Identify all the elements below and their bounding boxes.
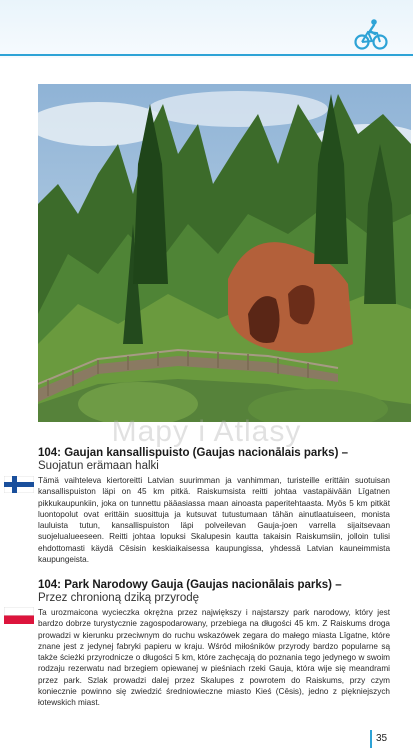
- section-body: Ta urozmaicona wycieczka okrężna przez największy i najstarszy park narodowy, który jest bardzo dobrze turystycznie zagospodarowany, przebiega na długości 45 km. Z Raiskums droga prowadzi w kierunku przeciwnym do ruchu wskazówek zegara do małego miasta Līgatne, które znane jest z jedynej fabryki papieru w kraju. Wśród miłośników przyrody bardzo popularne są także ścieżki przyrodnicze o długości 5 km, które zachęcają do poznania tego jedynego w swoim rodzaju rezerwatu nad brzegiem opiewanej w pieśniach rzeki Gauja, która wije się meandrami przez park. Szlak prowadzi dalej przez Skalupes z powrotem do Raiskums, przy czym koniecznie powinno się zwiedzić średniowieczne miasto Kieś (Cēsis), jedno z piękniejszych łotewskich miast.: [38, 608, 390, 708]
- section-finnish: [38, 447, 390, 565]
- poland-flag-icon: [4, 607, 34, 624]
- header-rule: [0, 54, 413, 56]
- page-number-bar: [370, 730, 372, 748]
- gauja-park-photo: [38, 84, 411, 422]
- section-title: 104: Gaujan kansallispuisto (Gaujas nacionālais parks) –: [38, 447, 348, 459]
- section-subtitle: Przez chronioną dziką przyrodę: [38, 592, 200, 604]
- finland-flag-icon: [4, 476, 34, 493]
- section-body: Tämä vaihteleva kiertoreitti Latvian suurimman ja vanhimman, turisteille erittäin suotuisan kansallispuiston läpi on 45 km pitkä. Raiskumsista reitti johtaa vastapäivään Līgatnen pikkukaupunkiin, joka on tunnettu pääasiassa maan ainoasta paperitehtaasta. Myös 5 km pitkät luontopolut ovat erittäin suosittuja ja kutsuvat tutustumaan tähän ainutlaatuiseen, monista lauluista tutun, kansallispuiston läpi polveilevan Gauja-joen varrella sijaitsevaan suojelualueeseen. Reitti johtaa lopuksi Skalupesin kautta takaisin Raiskumsiin, jolloin tulisi ehdottomasti käydä Cēsisin keskiaikaisessa kaupungissa, yhdessä Latvian kauneimmista kaupungeista.: [38, 476, 390, 565]
- cyclist-icon: [353, 17, 389, 53]
- watermark-text: Mapy i Atlasy: [111, 415, 302, 448]
- section-subtitle: Suojatun erämaan halki: [38, 460, 159, 472]
- header-band: [0, 0, 413, 58]
- section-title: 104: Park Narodowy Gauja (Gaujas nacionālais parks) –: [38, 579, 342, 591]
- page-number: 35: [376, 733, 388, 744]
- section-polish: [38, 579, 390, 709]
